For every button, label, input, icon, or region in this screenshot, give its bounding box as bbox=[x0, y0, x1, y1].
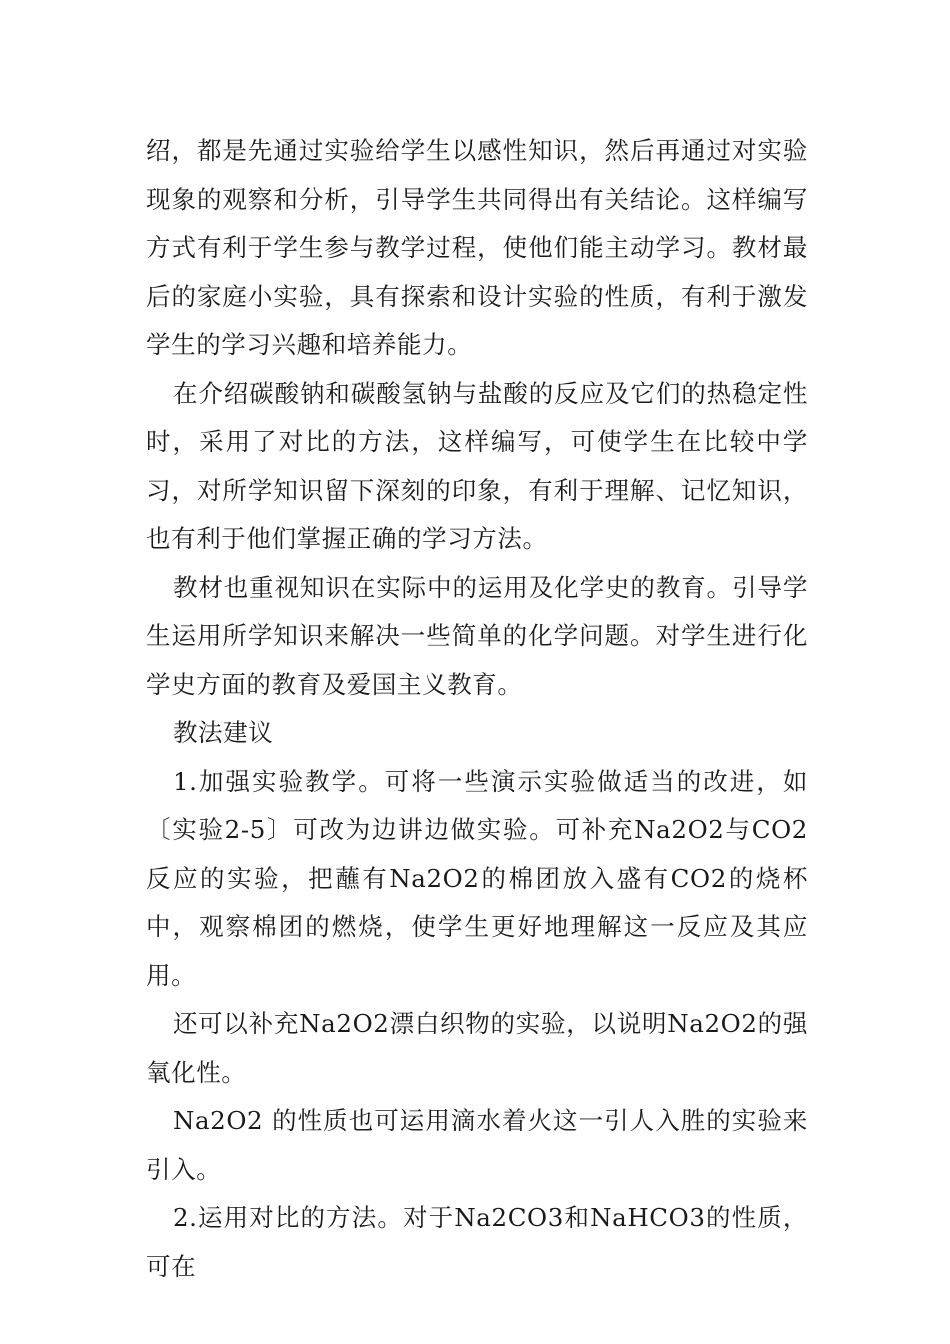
section-heading-teaching-suggestions: 教法建议 bbox=[172, 718, 274, 747]
paragraph-continuation: 绍，都是先通过实验给学生以感性知识，然后再通过对实验现象的观察和分析，引导学生共同得出有关结论。这样编写方式有利于学生参与教学过程，使他们能主动学习。教材最后的家庭小实验，具有探索和设计实验的性质，有利于激发学生的学习兴趣和培养能力。 bbox=[146, 136, 808, 359]
paragraph-comparison-method: 在介绍碳酸钠和碳酸氢钠与盐酸的反应及它们的热稳定性时，采用了对比的方法，这样编写，可使学生在比较中学习，对所学知识留下深刻的印象，有利于理解、记忆知识，也有利于他们掌握正确的学习方法。 bbox=[146, 378, 808, 553]
paragraph-bleaching-experiment: 还可以补充Na2O2漂白织物的实验，以说明Na2O2的强氧化性。 bbox=[146, 1009, 808, 1087]
paragraph-suggestion-2: 2.运用对比的方法。对于Na2CO3和NaHCO3的性质，可在 bbox=[146, 1203, 808, 1281]
paragraph-history-education: 教材也重视知识在实际中的运用及化学史的教育。引导学生运用所学知识来解决一些简单的化学问题。对学生进行化学史方面的教育及爱国主义教育。 bbox=[146, 572, 808, 699]
document-body bbox=[146, 127, 808, 1291]
paragraph-suggestion-1: 1.加强实验教学。可将一些演示实验做适当的改进，如〔实验2-5〕可改为边讲边做实验。可补充Na2O2与CO2反应的实验，把蘸有Na2O2的棉团放入盛有CO2的烧杯中，观察棉团的燃烧，使学生更好地理解这一反应及其应用。 bbox=[146, 766, 808, 990]
paragraph-water-ignition: Na2O2 的性质也可运用滴水着火这一引人入胜的实验来引入。 bbox=[146, 1106, 808, 1184]
